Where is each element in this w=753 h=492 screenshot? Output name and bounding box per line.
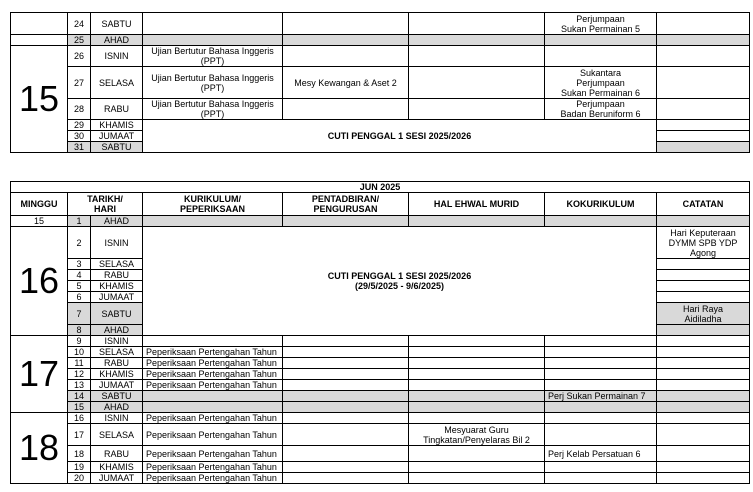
date-cell: 30 — [68, 131, 91, 142]
kokurikulum-cell: Perjumpaan Badan Beruniform 6 — [545, 99, 657, 120]
date-cell: 17 — [68, 424, 91, 446]
table-row — [11, 227, 750, 259]
date-cell: 24 — [68, 13, 91, 35]
date-cell: 6 — [68, 292, 91, 303]
date-cell: 1 — [68, 216, 91, 227]
table-row — [11, 402, 750, 413]
date-cell: 27 — [68, 67, 91, 99]
table-row — [11, 413, 750, 424]
date-cell: 19 — [68, 462, 91, 473]
date-cell: 28 — [68, 99, 91, 120]
date-cell: 26 — [68, 46, 91, 67]
week-number: 18 — [11, 413, 68, 484]
day-cell: ISNIN — [91, 46, 143, 67]
kurikulum-cell: Peperiksaan Pertengahan Tahun — [143, 462, 283, 473]
day-cell: KHAMIS — [91, 369, 143, 380]
kokurikulum-cell: Perj Kelab Persatuan 6 — [545, 446, 657, 462]
table-row — [11, 35, 750, 46]
table-row — [11, 462, 750, 473]
month-row — [11, 182, 750, 193]
date-cell: 29 — [68, 120, 91, 131]
day-cell: AHAD — [91, 325, 143, 336]
header-hem: HAL EHWAL MURID — [409, 193, 545, 216]
table-row — [11, 424, 750, 446]
table-row — [11, 358, 750, 369]
kurikulum-cell: Peperiksaan Pertengahan Tahun — [143, 369, 283, 380]
kurikulum-cell: Peperiksaan Pertengahan Tahun — [143, 424, 283, 446]
date-cell: 11 — [68, 358, 91, 369]
kokurikulum-cell: Perjumpaan Sukan Permainan 5 — [545, 13, 657, 35]
day-cell: RABU — [91, 446, 143, 462]
kurikulum-cell: Peperiksaan Pertengahan Tahun — [143, 413, 283, 424]
kurikulum-cell: Peperiksaan Pertengahan Tahun — [143, 473, 283, 484]
day-cell: SABTU — [91, 13, 143, 35]
date-cell: 18 — [68, 446, 91, 462]
header-minggu: MINGGU — [11, 193, 68, 216]
date-cell: 12 — [68, 369, 91, 380]
day-cell: RABU — [91, 358, 143, 369]
day-cell: SELASA — [91, 259, 143, 270]
cuti-penggal-label: CUTI PENGGAL 1 SESI 2025/2026 — [143, 120, 657, 153]
header-tarikh: TARIKH/ HARI — [68, 193, 143, 216]
week-number: 15 — [11, 216, 68, 227]
table-row — [11, 336, 750, 347]
table-row — [11, 46, 750, 67]
day-cell: SABTU — [91, 303, 143, 325]
hem-cell: Mesyuarat Guru Tingkatan/Penyelaras Bil 2 — [409, 424, 545, 446]
date-cell: 16 — [68, 413, 91, 424]
table-row — [11, 13, 750, 35]
kurikulum-cell: Peperiksaan Pertengahan Tahun — [143, 446, 283, 462]
day-cell: JUMAAT — [91, 473, 143, 484]
kurikulum-cell: Peperiksaan Pertengahan Tahun — [143, 380, 283, 391]
day-cell: JUMAAT — [91, 131, 143, 142]
kokurikulum-cell: Perj Sukan Permainan 7 — [545, 391, 657, 402]
day-cell: KHAMIS — [91, 281, 143, 292]
date-cell: 20 — [68, 473, 91, 484]
day-cell: JUMAAT — [91, 292, 143, 303]
kurikulum-cell: Peperiksaan Pertengahan Tahun — [143, 358, 283, 369]
table-row — [11, 120, 750, 131]
may-calendar-table — [10, 12, 750, 153]
table-row — [11, 369, 750, 380]
date-cell: 15 — [68, 402, 91, 413]
day-cell: SABTU — [91, 391, 143, 402]
table-row — [11, 446, 750, 462]
date-cell: 3 — [68, 259, 91, 270]
week-number: 16 — [11, 227, 68, 336]
day-cell: JUMAAT — [91, 380, 143, 391]
day-cell: ISNIN — [91, 413, 143, 424]
table-row — [11, 216, 750, 227]
pentadbiran-cell: Mesy Kewangan & Aset 2 — [283, 67, 409, 99]
kokurikulum-cell: Sukantara Perjumpaan Sukan Permainan 6 — [545, 67, 657, 99]
month-title: JUN 2025 — [11, 182, 750, 193]
date-cell: 8 — [68, 325, 91, 336]
header-catatan: CATATAN — [657, 193, 750, 216]
kurikulum-cell: Peperiksaan Pertengahan Tahun — [143, 347, 283, 358]
table-row — [11, 347, 750, 358]
day-cell: SELASA — [91, 424, 143, 446]
kurikulum-cell: Ujian Bertutur Bahasa Inggeris (PPT) — [143, 99, 283, 120]
cuti-penggal-block: CUTI PENGGAL 1 SESI 2025/2026 (29/5/2025 - 9/6/2025) — [143, 227, 657, 336]
header-kurikulum: KURIKULUM/ PEPERIKSAAN — [143, 193, 283, 216]
date-cell: 7 — [68, 303, 91, 325]
day-cell: ISNIN — [91, 227, 143, 259]
header-row — [11, 193, 750, 216]
date-cell: 14 — [68, 391, 91, 402]
date-cell: 5 — [68, 281, 91, 292]
table-row — [11, 391, 750, 402]
table-row — [11, 380, 750, 391]
day-cell: AHAD — [91, 216, 143, 227]
date-cell: 2 — [68, 227, 91, 259]
day-cell: SELASA — [91, 67, 143, 99]
week-number: 17 — [11, 336, 68, 413]
week-number: 15 — [11, 46, 68, 153]
day-cell: SABTU — [91, 142, 143, 153]
day-cell: AHAD — [91, 35, 143, 46]
day-cell: AHAD — [91, 402, 143, 413]
date-cell: 25 — [68, 35, 91, 46]
kurikulum-cell: Ujian Bertutur Bahasa Inggeris (PPT) — [143, 46, 283, 67]
day-cell: KHAMIS — [91, 462, 143, 473]
catatan-cell: Hari Raya Aidiladha — [657, 303, 750, 325]
table-row — [11, 67, 750, 99]
kurikulum-cell: Ujian Bertutur Bahasa Inggeris (PPT) — [143, 67, 283, 99]
jun-calendar-table — [10, 181, 750, 484]
date-cell: 13 — [68, 380, 91, 391]
catatan-cell: Hari Keputeraan DYMM SPB YDP Agong — [657, 227, 750, 259]
date-cell: 4 — [68, 270, 91, 281]
day-cell: RABU — [91, 99, 143, 120]
header-pentadbiran: PENTADBIRAN/ PENGURUSAN — [283, 193, 409, 216]
date-cell: 31 — [68, 142, 91, 153]
day-cell: RABU — [91, 270, 143, 281]
day-cell: ISNIN — [91, 336, 143, 347]
date-cell: 9 — [68, 336, 91, 347]
table-row — [11, 473, 750, 484]
table-row — [11, 99, 750, 120]
date-cell: 10 — [68, 347, 91, 358]
day-cell: SELASA — [91, 347, 143, 358]
header-kokurikulum: KOKURIKULUM — [545, 193, 657, 216]
day-cell: KHAMIS — [91, 120, 143, 131]
